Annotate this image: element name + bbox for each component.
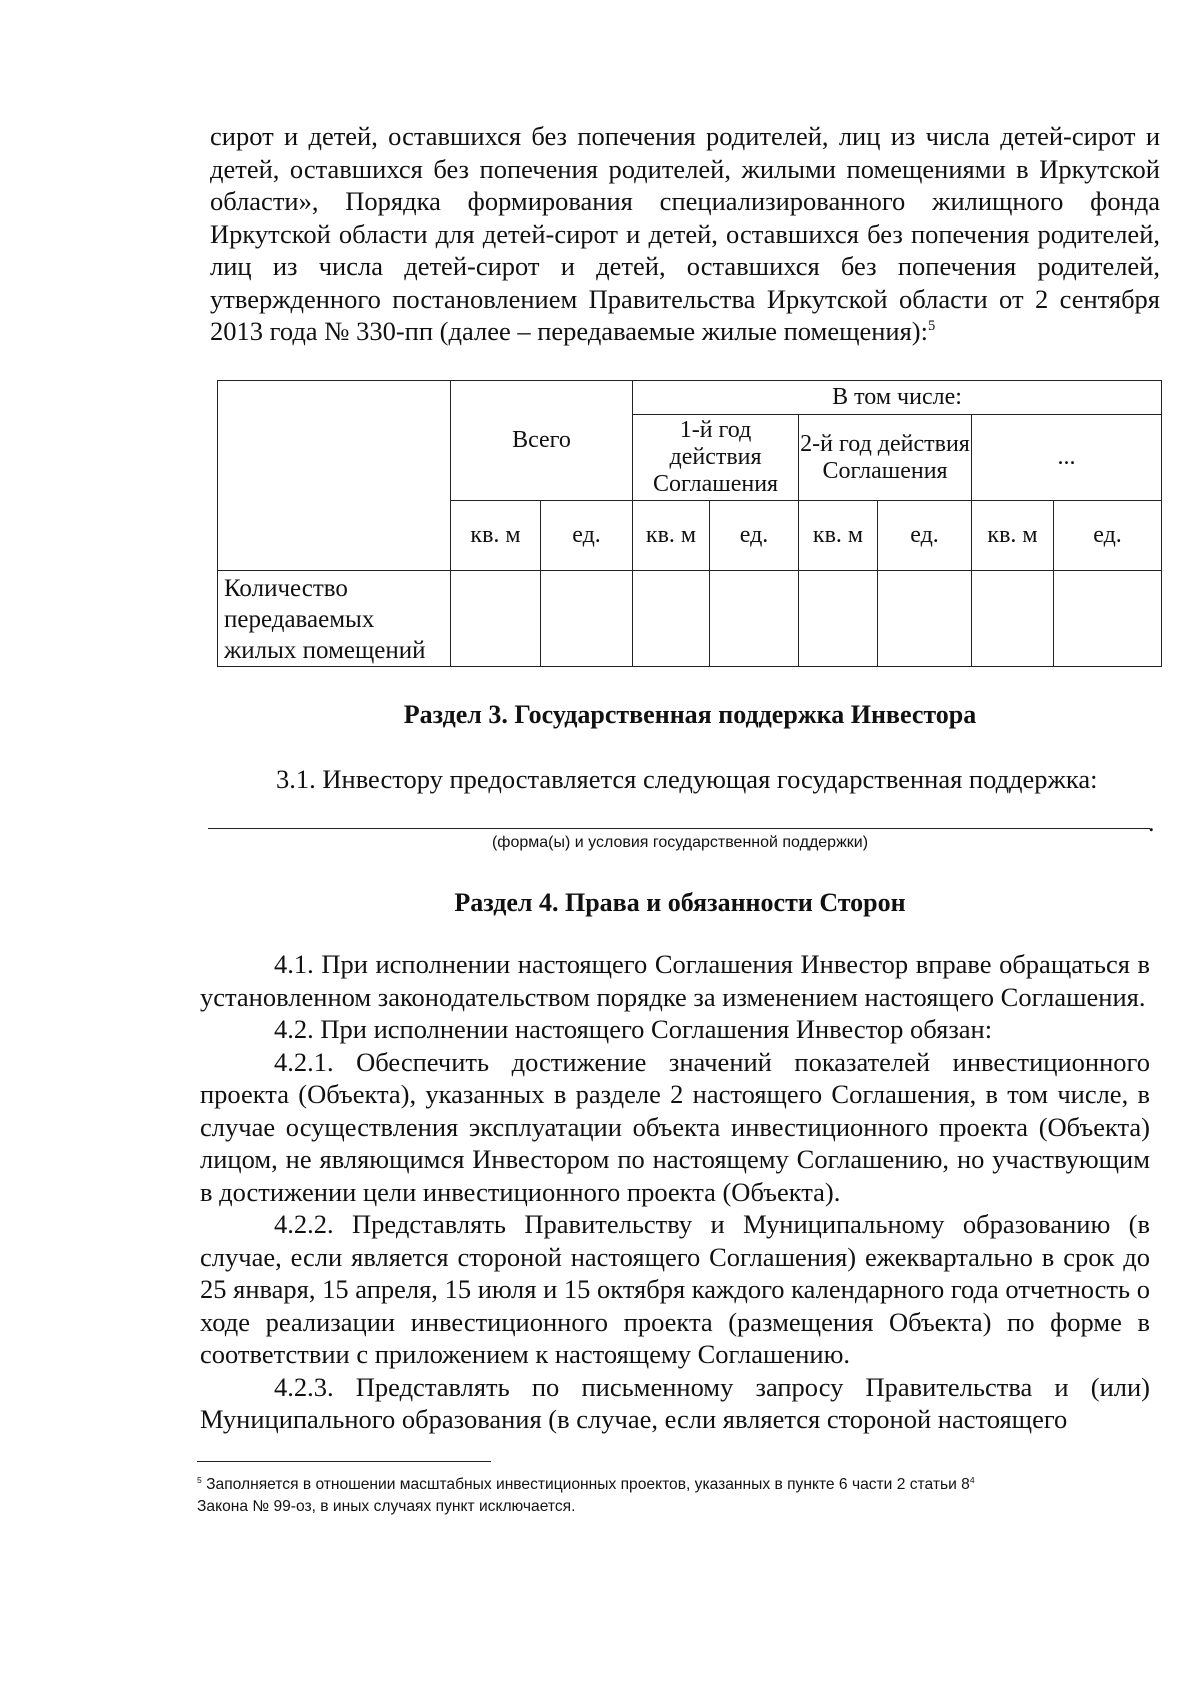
row-label-housing-count: Количество передаваемых жилых помещений bbox=[218, 571, 451, 667]
intro-text: сирот и детей, оставшихся без попечения родителей, лиц из числа детей-сирот и детей, оставшихся без попечения родителей, жилыми помещениями в Иркутской области», Порядка формирования специализированного жилищного фонда Иркутской области для детей-сирот и детей, оставшихся без попечения родителей, лиц из числа детей-сирот и детей, оставшихся без попечения родителей, утвержденного постановлением Правительства Иркутской области от 2 сентября 2013 года № 330-пп (далее – передаваемые жилые помещения): bbox=[210, 121, 1160, 346]
unit-sqm-year1: кв. м bbox=[633, 501, 710, 571]
table-corner-cell bbox=[218, 381, 451, 571]
footnote-separator bbox=[197, 1461, 491, 1462]
line-end-dot: . bbox=[1148, 808, 1155, 837]
footnote bbox=[197, 1474, 1157, 1518]
including-header: В том числе: bbox=[633, 381, 1162, 415]
year2-header: 2-й год действия Соглашения bbox=[799, 415, 972, 501]
unit-pcs-total: ед. bbox=[541, 501, 633, 571]
paragraph-4-2-1: 4.2.1. Обеспечить достижение значений показателей инвестиционного проекта (Объекта), указанных в разделе 2 настоящего Соглашения, в том числе, в случае осуществления эксплуатации объекта инвестиционного проекта (Объекта) лицом, не являющимся Инвестором по настоящему Соглашению, но участвующим в достижении цели инвестиционного проекта (Объекта). bbox=[200, 1046, 1150, 1207]
housing-table bbox=[217, 380, 1162, 667]
table-cell bbox=[451, 571, 541, 667]
table-cell bbox=[799, 571, 878, 667]
table-cell bbox=[710, 571, 799, 667]
footnote-mark: 5 bbox=[197, 1474, 202, 1485]
unit-sqm-total: кв. м bbox=[451, 501, 541, 571]
total-header: Всего bbox=[451, 381, 633, 501]
table-cell bbox=[878, 571, 972, 667]
table-cell bbox=[972, 571, 1054, 667]
unit-sqm-more: кв. м bbox=[972, 501, 1054, 571]
section4-heading: Раздел 4. Права и обязанности Сторон bbox=[454, 888, 906, 917]
fill-in-line bbox=[208, 828, 1150, 829]
unit-pcs-more: ед. bbox=[1054, 501, 1162, 571]
paragraph-4-2: 4.2. При исполнении настоящего Соглашения Инвестор обязан: bbox=[274, 1014, 993, 1044]
section3-heading: Раздел 3. Государственная поддержка Инвестора bbox=[403, 700, 977, 729]
table-cell bbox=[1054, 571, 1162, 667]
table-cell bbox=[541, 571, 633, 667]
fill-in-caption: (форма(ы) и условия государственной поддержки) bbox=[491, 834, 869, 851]
footnote-text-line2: Закона № 99-оз, в иных случаях пункт исключается. bbox=[197, 1498, 576, 1515]
unit-pcs-year2: ед. bbox=[878, 501, 972, 571]
table-cell bbox=[633, 571, 710, 667]
ellipsis-header: ... bbox=[972, 415, 1162, 501]
footnote-article-sup: 4 bbox=[969, 1474, 975, 1485]
section4-body bbox=[200, 948, 1150, 1436]
footnote-reference: 5 bbox=[927, 318, 936, 335]
paragraph-3-1: 3.1. Инвестору предоставляется следующая государственная поддержка: bbox=[276, 764, 1098, 794]
unit-pcs-year1: ед. bbox=[710, 501, 799, 571]
footnote-text: Заполняется в отношении масштабных инвестиционных проектов, указанных в пункте 6 части 2 статьи 8 bbox=[206, 1476, 970, 1493]
year1-header: 1-й год действия Соглашения bbox=[633, 415, 799, 501]
intro-paragraph bbox=[210, 120, 1160, 348]
paragraph-4-2-3: 4.2.3. Представлять по письменному запросу Правительства и (или) Муниципального образования (в случае, если является стороной настоящего bbox=[200, 1371, 1150, 1434]
unit-sqm-year2: кв. м bbox=[799, 501, 878, 571]
paragraph-4-2-2: 4.2.2. Представлять Правительству и Муниципальному образованию (в случае, если является стороной настоящего Соглашения) ежеквартально в срок до 25 января, 15 апреля, 15 июля и 15 октября каждого календарного года отчетность о ходе реализации инвестиционного проекта (размещения Объекта) по форме в соответствии с приложением к настоящему Соглашению. bbox=[200, 1209, 1150, 1369]
paragraph-4-1: 4.1. При исполнении настоящего Соглашения Инвестор вправе обращаться в установленном законодательством порядке за изменением настоящего Соглашения. bbox=[200, 949, 1150, 1012]
